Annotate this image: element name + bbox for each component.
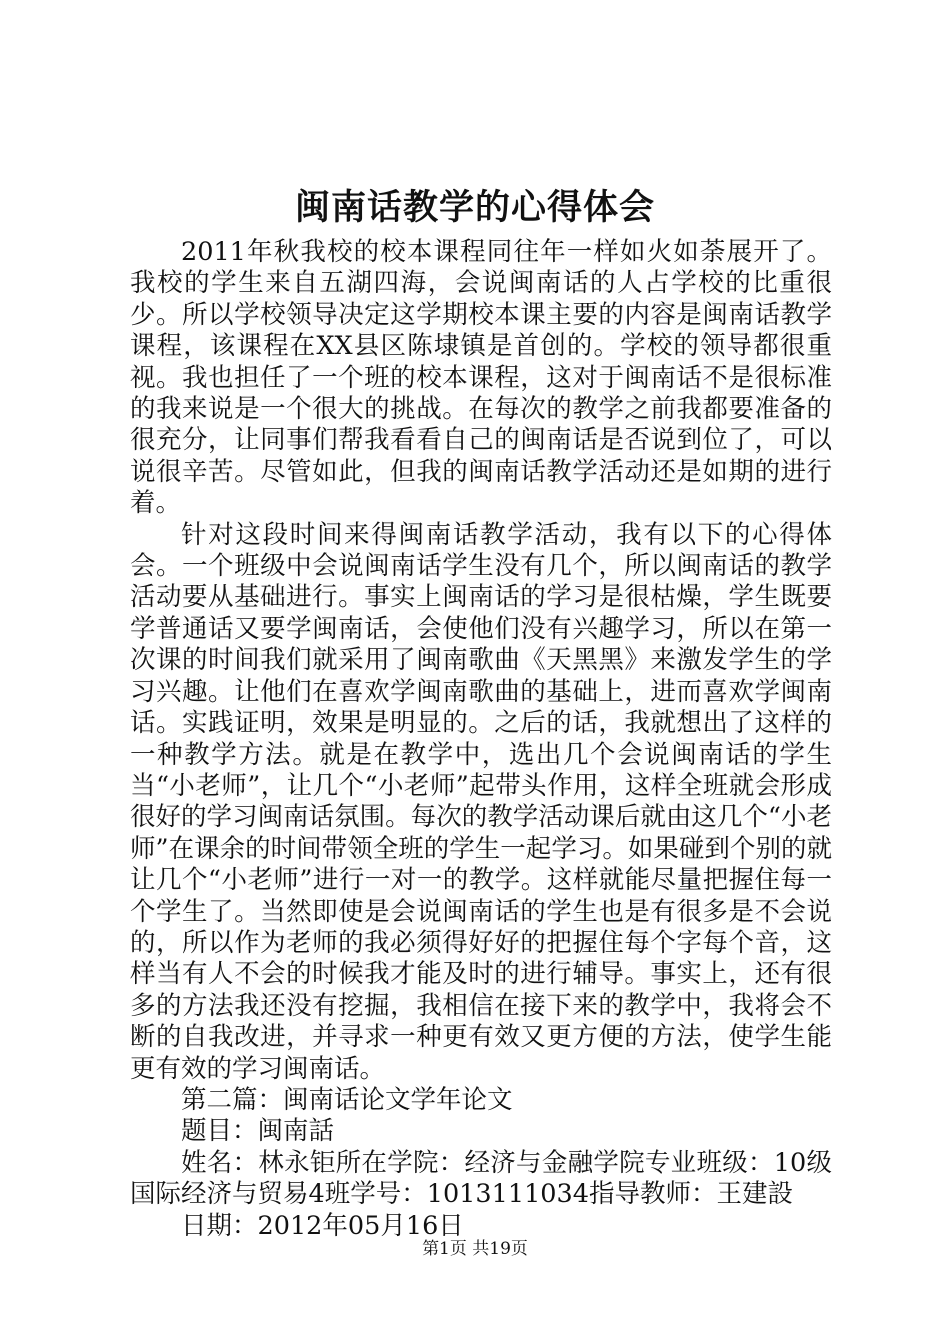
document-title: 闽南话教学的心得体会 — [294, 187, 655, 228]
paragraph-4: 题目：闽南話 — [181, 1116, 335, 1147]
paragraph-3: 第二篇：闽南话论文学年论文 — [181, 1084, 513, 1115]
document-body — [130, 237, 832, 1242]
paragraph-6: 日期：2012年05月16日 — [181, 1210, 464, 1241]
paragraph-2: 针对这段时间来得闽南话教学活动，我有以下的心得体会。一个班级中会说闽南话学生没有几个，所以闽南话的教学活动要从基础进行。事实上闽南话的学习是很枯燥，学生既要学普通话又要学闽南话，会使他们没有兴趣学习，所以在第一次课的时间我们就采用了闽南歌曲《天黑黑》来激发学生的学习兴趣。让他们在喜欢学闽南歌曲的基础上，进而喜欢学闽南话。实践证明，效果是明显的。之后的话，我就想出了这样的一种教学方法。就是在教学中，选出几个会说闽南话的学生当“小老师”，让几个“小老师”起带头作用，这样全班就会形成很好的学习闽南话氛围。每次的教学活动课后就由这几个“小老师”在课余的时间带领全班的学生一起学习。如果碰到个别的就让几个“小老师”进行一对一的教学。这样就能尽量把握住每一个学生了。当然即使是会说闽南话的学生也是有很多是不会说的，所以作为老师的我必须得好好的把握住每个字每个音，这样当有人不会的时候我才能及时的进行辅导。事实上，还有很多的方法我还没有挖掘，我相信在接下来的教学中，我将会不断的自我改进，并寻求一种更有效又更方便的方法，使学生能更有效的学习闽南话。 — [130, 519, 832, 1084]
page-number: 第1页 共19页 — [422, 1239, 528, 1259]
paragraph-1: 2011年秋我校的校本课程同往年一样如火如荼展开了。我校的学生来自五湖四海，会说闽南话的人占学校的比重很少。所以学校领导决定这学期校本课主要的内容是闽南话教学课程，该课程在XX县区陈埭镇是首创的。学校的领导都很重视。我也担任了一个班的校本课程，这对于闽南话不是很标准的我来说是一个很大的挑战。在每次的教学之前我都要准备的很充分，让同事们帮我看看自己的闽南话是否说到位了，可以说很辛苦。尽管如此，但我的闽南话教学活动还是如期的进行着。 — [130, 237, 832, 519]
paragraph-5: 姓名：林永钜所在学院：经济与金融学院专业班级：10级国际经济与贸易4班学号：1013111034指导教师：王建設 — [130, 1147, 832, 1210]
